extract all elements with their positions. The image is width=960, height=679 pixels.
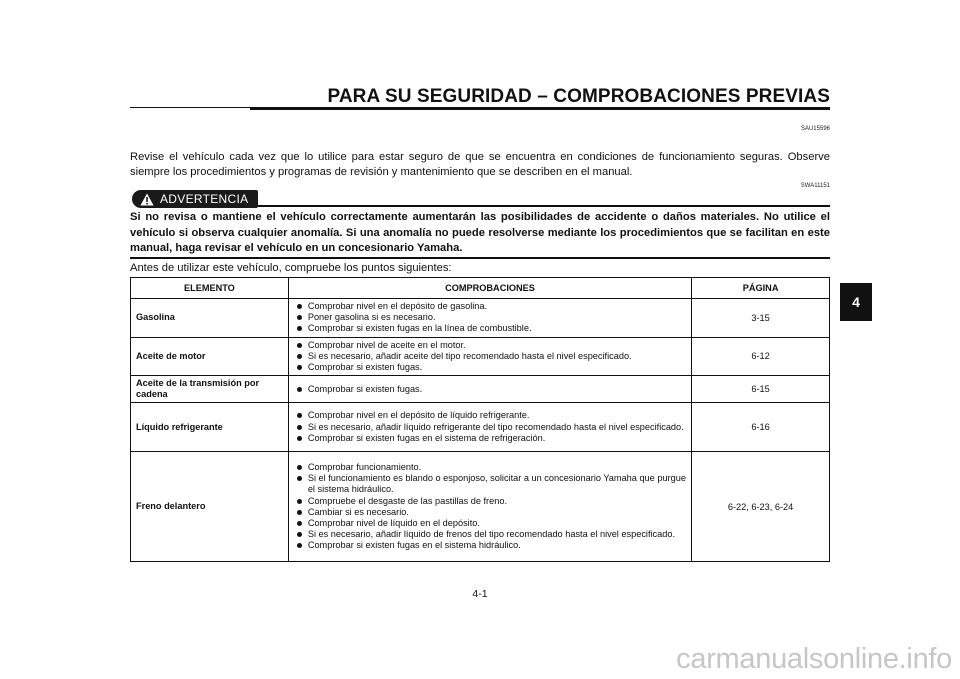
table-row xyxy=(131,452,830,562)
warning-badge xyxy=(132,190,258,208)
row-checks xyxy=(288,337,691,376)
check-item: Comprobar funcionamiento. xyxy=(295,462,687,473)
row-checks xyxy=(288,403,691,452)
row-page: 6-15 xyxy=(692,376,830,403)
header-checks: COMPROBACIONES xyxy=(288,278,691,299)
intro-paragraph: Revise el vehículo cada vez que lo utilice para estar seguro de que se encuentra en condiciones de funcionamiento seguras. Observe siempre los procedimientos y programas de revisión y mantenimiento que se describen en el manual. xyxy=(130,151,830,178)
check-item: Cambiar si es necesario. xyxy=(295,507,687,518)
section-code: SAU15596 xyxy=(800,126,830,132)
table-row xyxy=(131,376,830,403)
check-item: Comprobar nivel de aceite en el motor. xyxy=(295,340,687,351)
check-item: Poner gasolina si es necesario. xyxy=(295,312,687,323)
row-page: 6-22, 6-23, 6-24 xyxy=(692,452,830,562)
warning-rule xyxy=(258,205,830,207)
check-item: Comprobar si existen fugas. xyxy=(295,362,687,373)
row-page: 6-16 xyxy=(692,403,830,452)
check-item: Comprobar nivel en el depósito de gasolina. xyxy=(295,301,687,312)
check-item: Comprobar si existen fugas en la línea de combustible. xyxy=(295,323,687,334)
table-row xyxy=(131,337,830,376)
check-item: Si es necesario, añadir aceite del tipo recomendado hasta el nivel especificado. xyxy=(295,351,687,362)
warning-bottom-rule xyxy=(130,257,830,259)
page-number: 4-1 xyxy=(472,588,488,600)
row-item: Aceite de motor xyxy=(131,337,289,376)
watermark: carmanualsonline.info xyxy=(676,643,952,675)
table-intro: Antes de utilizar este vehículo, compruebe los puntos siguientes: xyxy=(130,262,452,274)
row-item: Aceite de la transmisión por cadena xyxy=(131,376,289,403)
table-row xyxy=(131,299,830,338)
header-element: ELEMENTO xyxy=(131,278,289,299)
header-page: PÁGINA xyxy=(692,278,830,299)
title-rule-thick xyxy=(250,107,830,110)
chapter-tab: 4 xyxy=(840,283,872,321)
checks-table xyxy=(130,277,830,562)
warning-text: Si no revisa o mantiene el vehículo correctamente aumentarán las posibilidades de accidente o daños materiales. No utilice el vehículo si observa cualquier anomalía. Si una anomalía no puede resolverse mediante los procedimientos que se facilitan en este manual, haga revisar el vehículo en un concesionario Yamaha. xyxy=(130,211,830,254)
check-item: Si es necesario, añadir líquido de frenos del tipo recomendado hasta el nivel especificado. xyxy=(295,529,687,540)
check-item: Comprobar si existen fugas. xyxy=(295,384,687,395)
check-item: Si es necesario, añadir líquido refrigerante del tipo recomendado hasta el nivel especificado. xyxy=(295,422,687,433)
check-item: Compruebe el desgaste de las pastillas de freno. xyxy=(295,496,687,507)
row-item: Líquido refrigerante xyxy=(131,403,289,452)
warning-code: SWA11151 xyxy=(800,183,830,189)
check-item: Comprobar nivel de líquido en el depósito. xyxy=(295,518,687,529)
row-page: 3-15 xyxy=(692,299,830,338)
table-row xyxy=(131,403,830,452)
row-item: Freno delantero xyxy=(131,452,289,562)
check-item: Comprobar si existen fugas en el sistema de refrigeración. xyxy=(295,433,687,444)
row-checks xyxy=(288,452,691,562)
check-item: Comprobar nivel en el depósito de líquido refrigerante. xyxy=(295,410,687,421)
check-item: Si el funcionamiento es blando o esponjoso, solicitar a un concesionario Yamaha que purgue el sistema hidráulico. xyxy=(295,473,687,495)
warning-label: ADVERTENCIA xyxy=(160,192,249,206)
page-title: PARA SU SEGURIDAD – COMPROBACIONES PREVIAS xyxy=(327,86,830,107)
row-checks xyxy=(288,376,691,403)
row-item: Gasolina xyxy=(131,299,289,338)
row-page: 6-12 xyxy=(692,337,830,376)
table-header-row xyxy=(131,278,830,299)
row-checks xyxy=(288,299,691,338)
check-item: Comprobar si existen fugas en el sistema hidráulico. xyxy=(295,540,687,551)
warning-triangle-icon xyxy=(140,193,154,206)
